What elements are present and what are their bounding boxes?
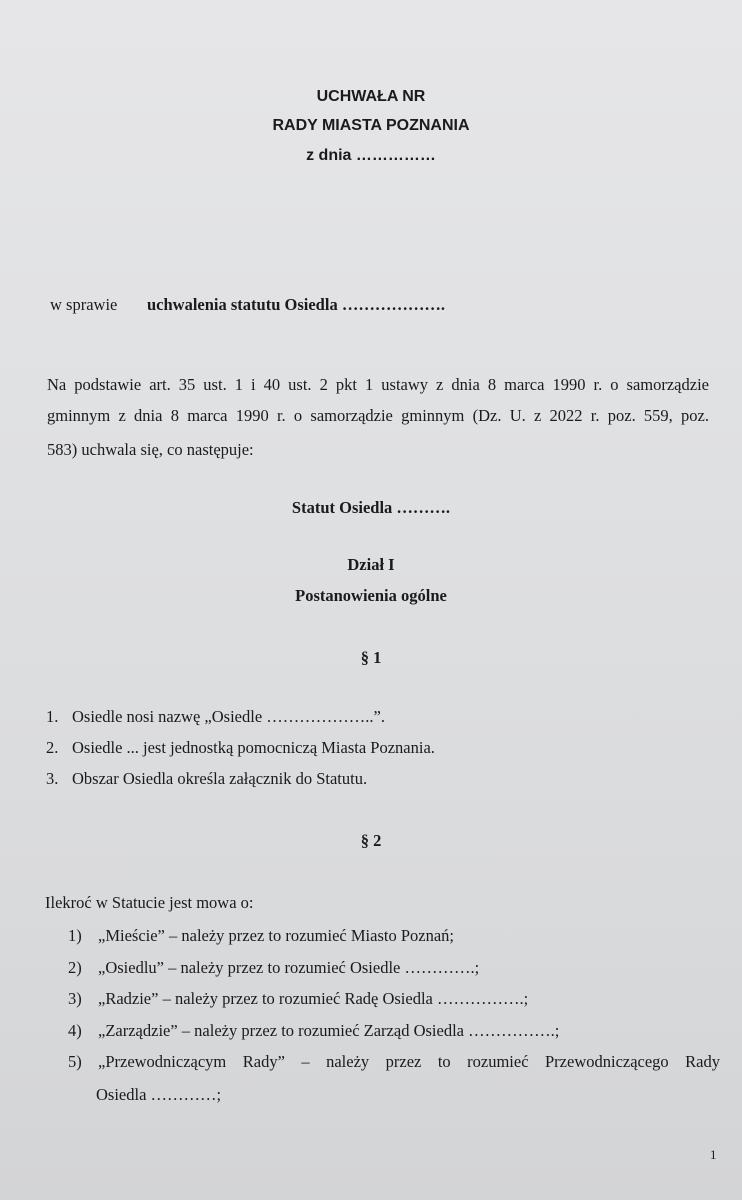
definition-item — [68, 958, 479, 978]
definition-number: 3) — [68, 989, 82, 1008]
resolution-number-heading: UCHWAŁA NR — [316, 88, 426, 105]
paragraph-1-mark: § 1 — [360, 648, 382, 667]
definition-text: „Mieście” – należy przez to rozumieć Miasto Poznań; — [98, 926, 454, 945]
statute-title: Statut Osiedla ………. — [291, 498, 451, 517]
definition-text: „Przewodniczącym Rady” – należy przez to rozumieć Przewodniczącego Rady — [98, 1052, 720, 1071]
list-item-number: 2. — [46, 738, 59, 757]
definition-number: 1) — [68, 926, 82, 945]
list-item-number: 3. — [46, 769, 59, 788]
definition-item — [68, 1021, 559, 1041]
definition-number: 4) — [68, 1021, 82, 1040]
list-item — [46, 707, 385, 727]
definition-number: 5) — [68, 1052, 82, 1071]
subject-label: w sprawie — [50, 295, 118, 314]
paragraph-2-mark: § 2 — [360, 831, 382, 850]
definition-text: „Radzie” – należy przez to rozumieć Radę Osiedla …………….; — [98, 989, 529, 1008]
definition-text: „Zarządzie” – należy przez to rozumieć Zarząd Osiedla …………….; — [98, 1021, 560, 1040]
definitions-intro: Ilekroć w Statucie jest mowa o: — [45, 893, 254, 912]
division-subtitle: Postanowienia ogólne — [295, 586, 447, 605]
list-item — [46, 738, 435, 758]
list-item — [46, 769, 367, 789]
division-title: Dział I — [347, 555, 395, 574]
preamble-line-2: gminnym z dnia 8 marca 1990 r. o samorządzie gminnym (Dz. U. z 2022 r. poz. 559, poz. — [47, 406, 709, 425]
list-item-text: Obszar Osiedla określa załącznik do Statutu. — [72, 769, 368, 788]
page-number: 1 — [710, 1147, 717, 1162]
definition-item — [68, 926, 454, 946]
definition-continuation: Osiedla …………; — [96, 1085, 222, 1104]
preamble-line-1: Na podstawie art. 35 ust. 1 i 40 ust. 2 pkt 1 ustawy z dnia 8 marca 1990 r. o samorządzie — [47, 375, 709, 394]
list-item-number: 1. — [46, 707, 59, 726]
definition-item — [68, 1052, 720, 1072]
date-heading: z dnia …………… — [306, 147, 436, 164]
list-item-text: Osiedle nosi nazwę „Osiedle ………………..”. — [72, 707, 385, 726]
council-heading: RADY MIASTA POZNANIA — [272, 117, 470, 134]
list-item-text: Osiedle ... jest jednostką pomocniczą Miasta Poznania. — [72, 738, 435, 757]
definition-text: „Osiedlu” – należy przez to rozumieć Osiedle ………….; — [98, 958, 480, 977]
definition-item — [68, 989, 528, 1009]
definition-number: 2) — [68, 958, 82, 977]
preamble-line-3: 583) uchwala się, co następuje: — [47, 440, 254, 459]
subject-text: uchwalenia statutu Osiedla ………………. — [147, 295, 445, 314]
